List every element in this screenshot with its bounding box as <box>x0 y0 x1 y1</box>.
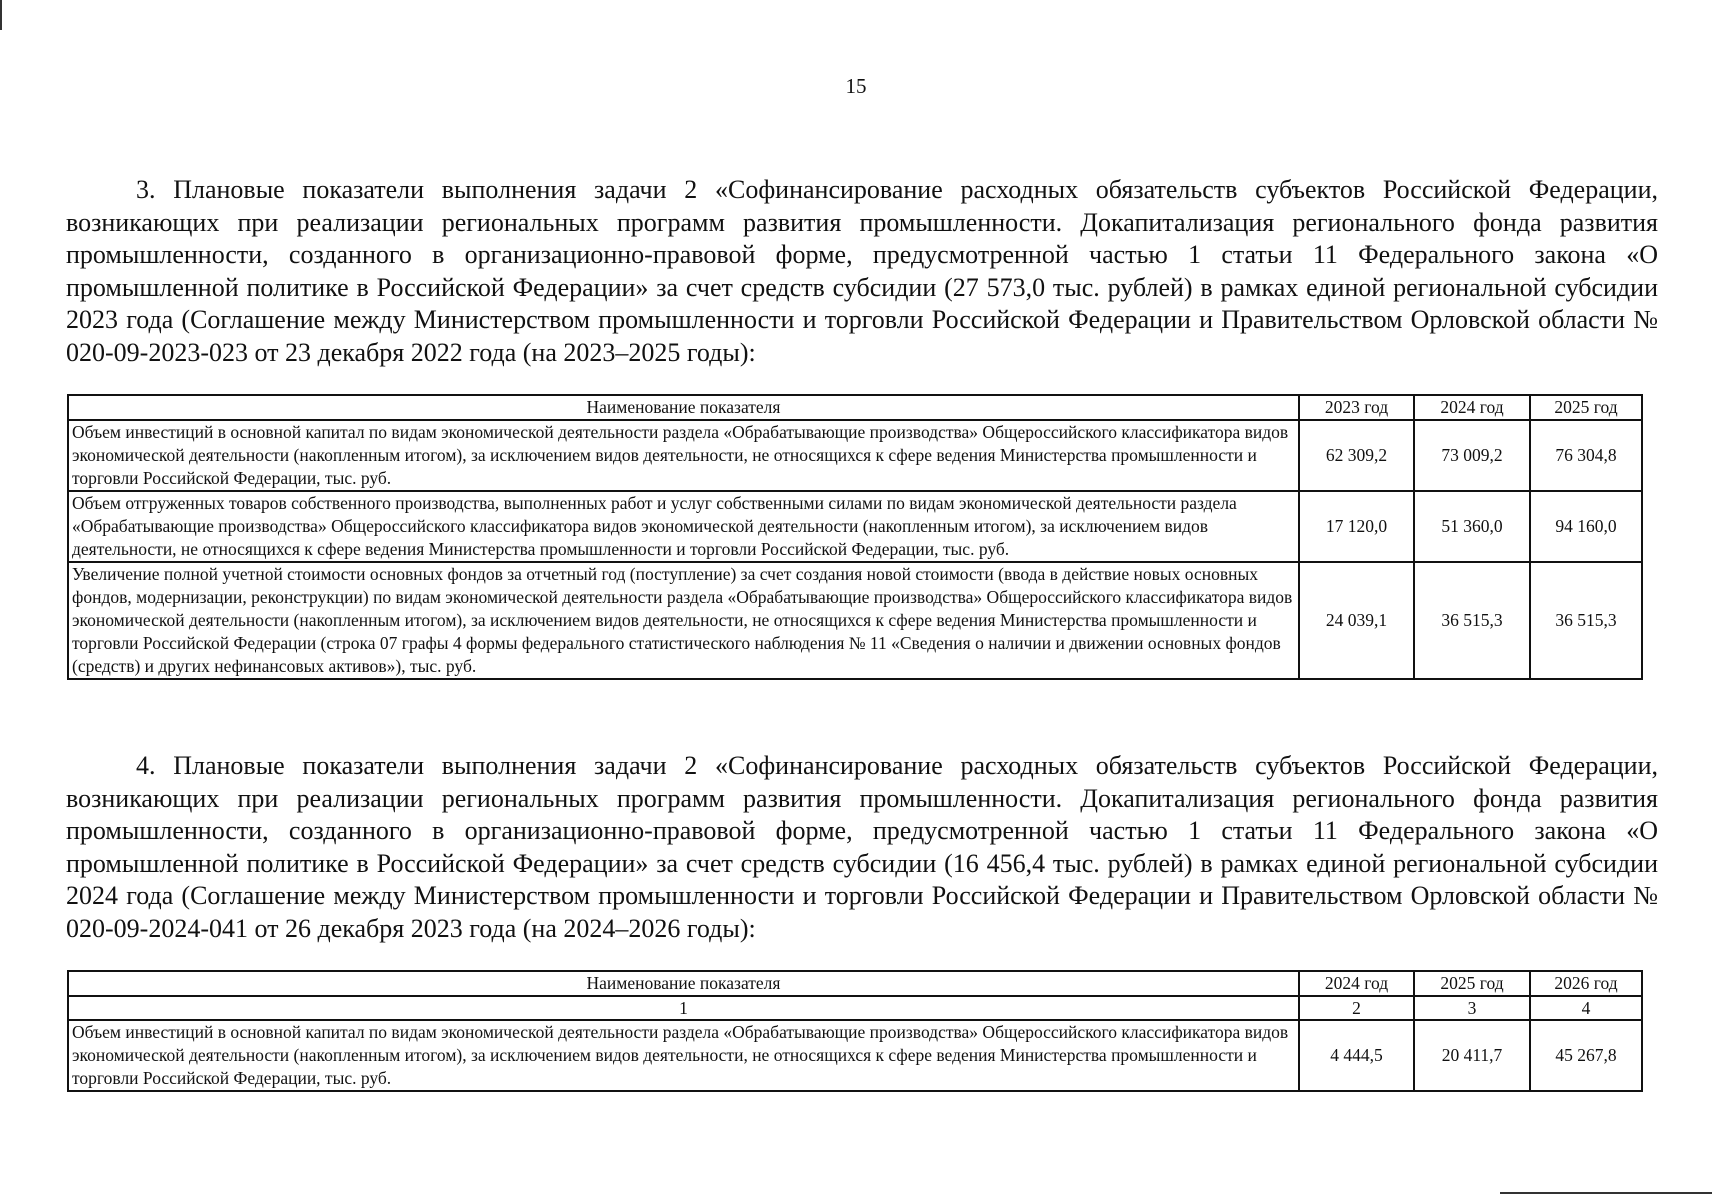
column-number: 4 <box>1530 996 1642 1020</box>
indicator-value: 76 304,8 <box>1530 420 1642 491</box>
scan-edge-mark <box>0 0 2 30</box>
header-year-3: 2025 год <box>1530 395 1642 420</box>
indicator-value: 20 411,7 <box>1414 1020 1530 1091</box>
page-number: 15 <box>845 74 867 98</box>
section-3-paragraph: 3. Плановые показатели выполнения задачи 2 «Софинансирование расходных обязательств субъектов Российской Федерации, возникающих при реализации региональных программ развития промышленности. Докапитализация регионального фонда развития промышленности, созданного в организационно-правовой форме, предусмотренной частью 1 статьи 11 Федерального закона «О промышленной политике в Российской Федерации» за счет средств субсидии (27 573,0 тыс. рублей) в рамках единой региональной субсидии 2023 года (Соглашение между Министерством промышленности и торговли Российской Федерации и Правительством Орловской области № 020-09-2023-023 от 23 декабря 2022 года (на 2023–2025 годы): <box>66 175 1658 367</box>
indicator-value: 36 515,3 <box>1530 562 1642 679</box>
header-year-3: 2026 год <box>1530 971 1642 996</box>
table-row <box>68 491 1642 562</box>
indicator-value: 51 360,0 <box>1414 491 1530 562</box>
header-indicator-name: Наименование показателя <box>68 971 1299 996</box>
table-row <box>68 562 1642 679</box>
header-indicator-name: Наименование показателя <box>68 395 1299 420</box>
header-year-1: 2023 год <box>1299 395 1414 420</box>
header-year-2: 2024 год <box>1414 395 1530 420</box>
indicator-value: 36 515,3 <box>1414 562 1530 679</box>
indicator-name: Объем инвестиций в основной капитал по видам экономической деятельности раздела «Обрабатывающие производства» Общероссийского классификатора видов экономической деятельности (накопленным итогом), за исключением видов деятельности, не относящихся к сфере ведения Министерства промышленности и торговли Российской Федерации, тыс. руб. <box>68 420 1299 491</box>
table-row <box>68 420 1642 491</box>
table-row <box>68 1020 1642 1091</box>
indicator-name: Объем инвестиций в основной капитал по видам экономической деятельности раздела «Обрабатывающие производства» Общероссийского классификатора видов экономической деятельности (накопленным итогом), за исключением видов деятельности, не относящихся к сфере ведения Министерства промышленности и торговли Российской Федерации, тыс. руб. <box>68 1020 1299 1091</box>
header-year-1: 2024 год <box>1299 971 1414 996</box>
indicator-value: 94 160,0 <box>1530 491 1642 562</box>
scan-edge-mark <box>1500 1192 1712 1194</box>
indicator-value: 24 039,1 <box>1299 562 1414 679</box>
table-header-row <box>68 971 1642 996</box>
indicator-value: 62 309,2 <box>1299 420 1414 491</box>
column-number: 1 <box>68 996 1299 1020</box>
column-number: 3 <box>1414 996 1530 1020</box>
table-header-row <box>68 395 1642 420</box>
column-number-row <box>68 996 1642 1020</box>
indicator-name: Увеличение полной учетной стоимости основных фондов за отчетный год (поступление) за счет создания новой стоимости (ввода в действие новых основных фондов, модернизации, реконструкции) по видам экономической деятельности раздела «Обрабатывающие производства» Общероссийского классификатора видов экономической деятельности (накопленным итогом), за исключением видов деятельности, не относящихся к сфере ведения Министерства промышленности и торговли Российской Федерации (строка 07 графы 4 формы федерального статистического наблюдения № 11 «Сведения о наличии и движении основных фондов (средств) и других нефинансовых активов»), тыс. руб. <box>68 562 1299 679</box>
indicator-value: 4 444,5 <box>1299 1020 1414 1091</box>
column-number: 2 <box>1299 996 1414 1020</box>
indicators-table-2023 <box>67 394 1643 680</box>
indicator-value: 73 009,2 <box>1414 420 1530 491</box>
indicator-name: Объем отгруженных товаров собственного производства, выполненных работ и услуг собственными силами по видам экономической деятельности раздела «Обрабатывающие производства» Общероссийского классификатора видов экономической деятельности (накопленным итогом), за исключением видов деятельности, не относящихся к сфере ведения Министерства промышленности и торговли Российской Федерации, тыс. руб. <box>68 491 1299 562</box>
header-year-2: 2025 год <box>1414 971 1530 996</box>
section-4-paragraph: 4. Плановые показатели выполнения задачи 2 «Софинансирование расходных обязательств субъектов Российской Федерации, возникающих при реализации региональных программ развития промышленности. Докапитализация регионального фонда развития промышленности, созданного в организационно-правовой форме, предусмотренной частью 1 статьи 11 Федерального закона «О промышленной политике в Российской Федерации» за счет средств субсидии (16 456,4 тыс. рублей) в рамках единой региональной субсидии 2024 года (Соглашение между Министерством промышленности и торговли Российской Федерации и Правительством Орловской области № 020-09-2024-041 от 26 декабря 2023 года (на 2024–2026 годы): <box>66 751 1658 943</box>
indicator-value: 45 267,8 <box>1530 1020 1642 1091</box>
indicator-value: 17 120,0 <box>1299 491 1414 562</box>
indicators-table-2024 <box>67 970 1643 1092</box>
